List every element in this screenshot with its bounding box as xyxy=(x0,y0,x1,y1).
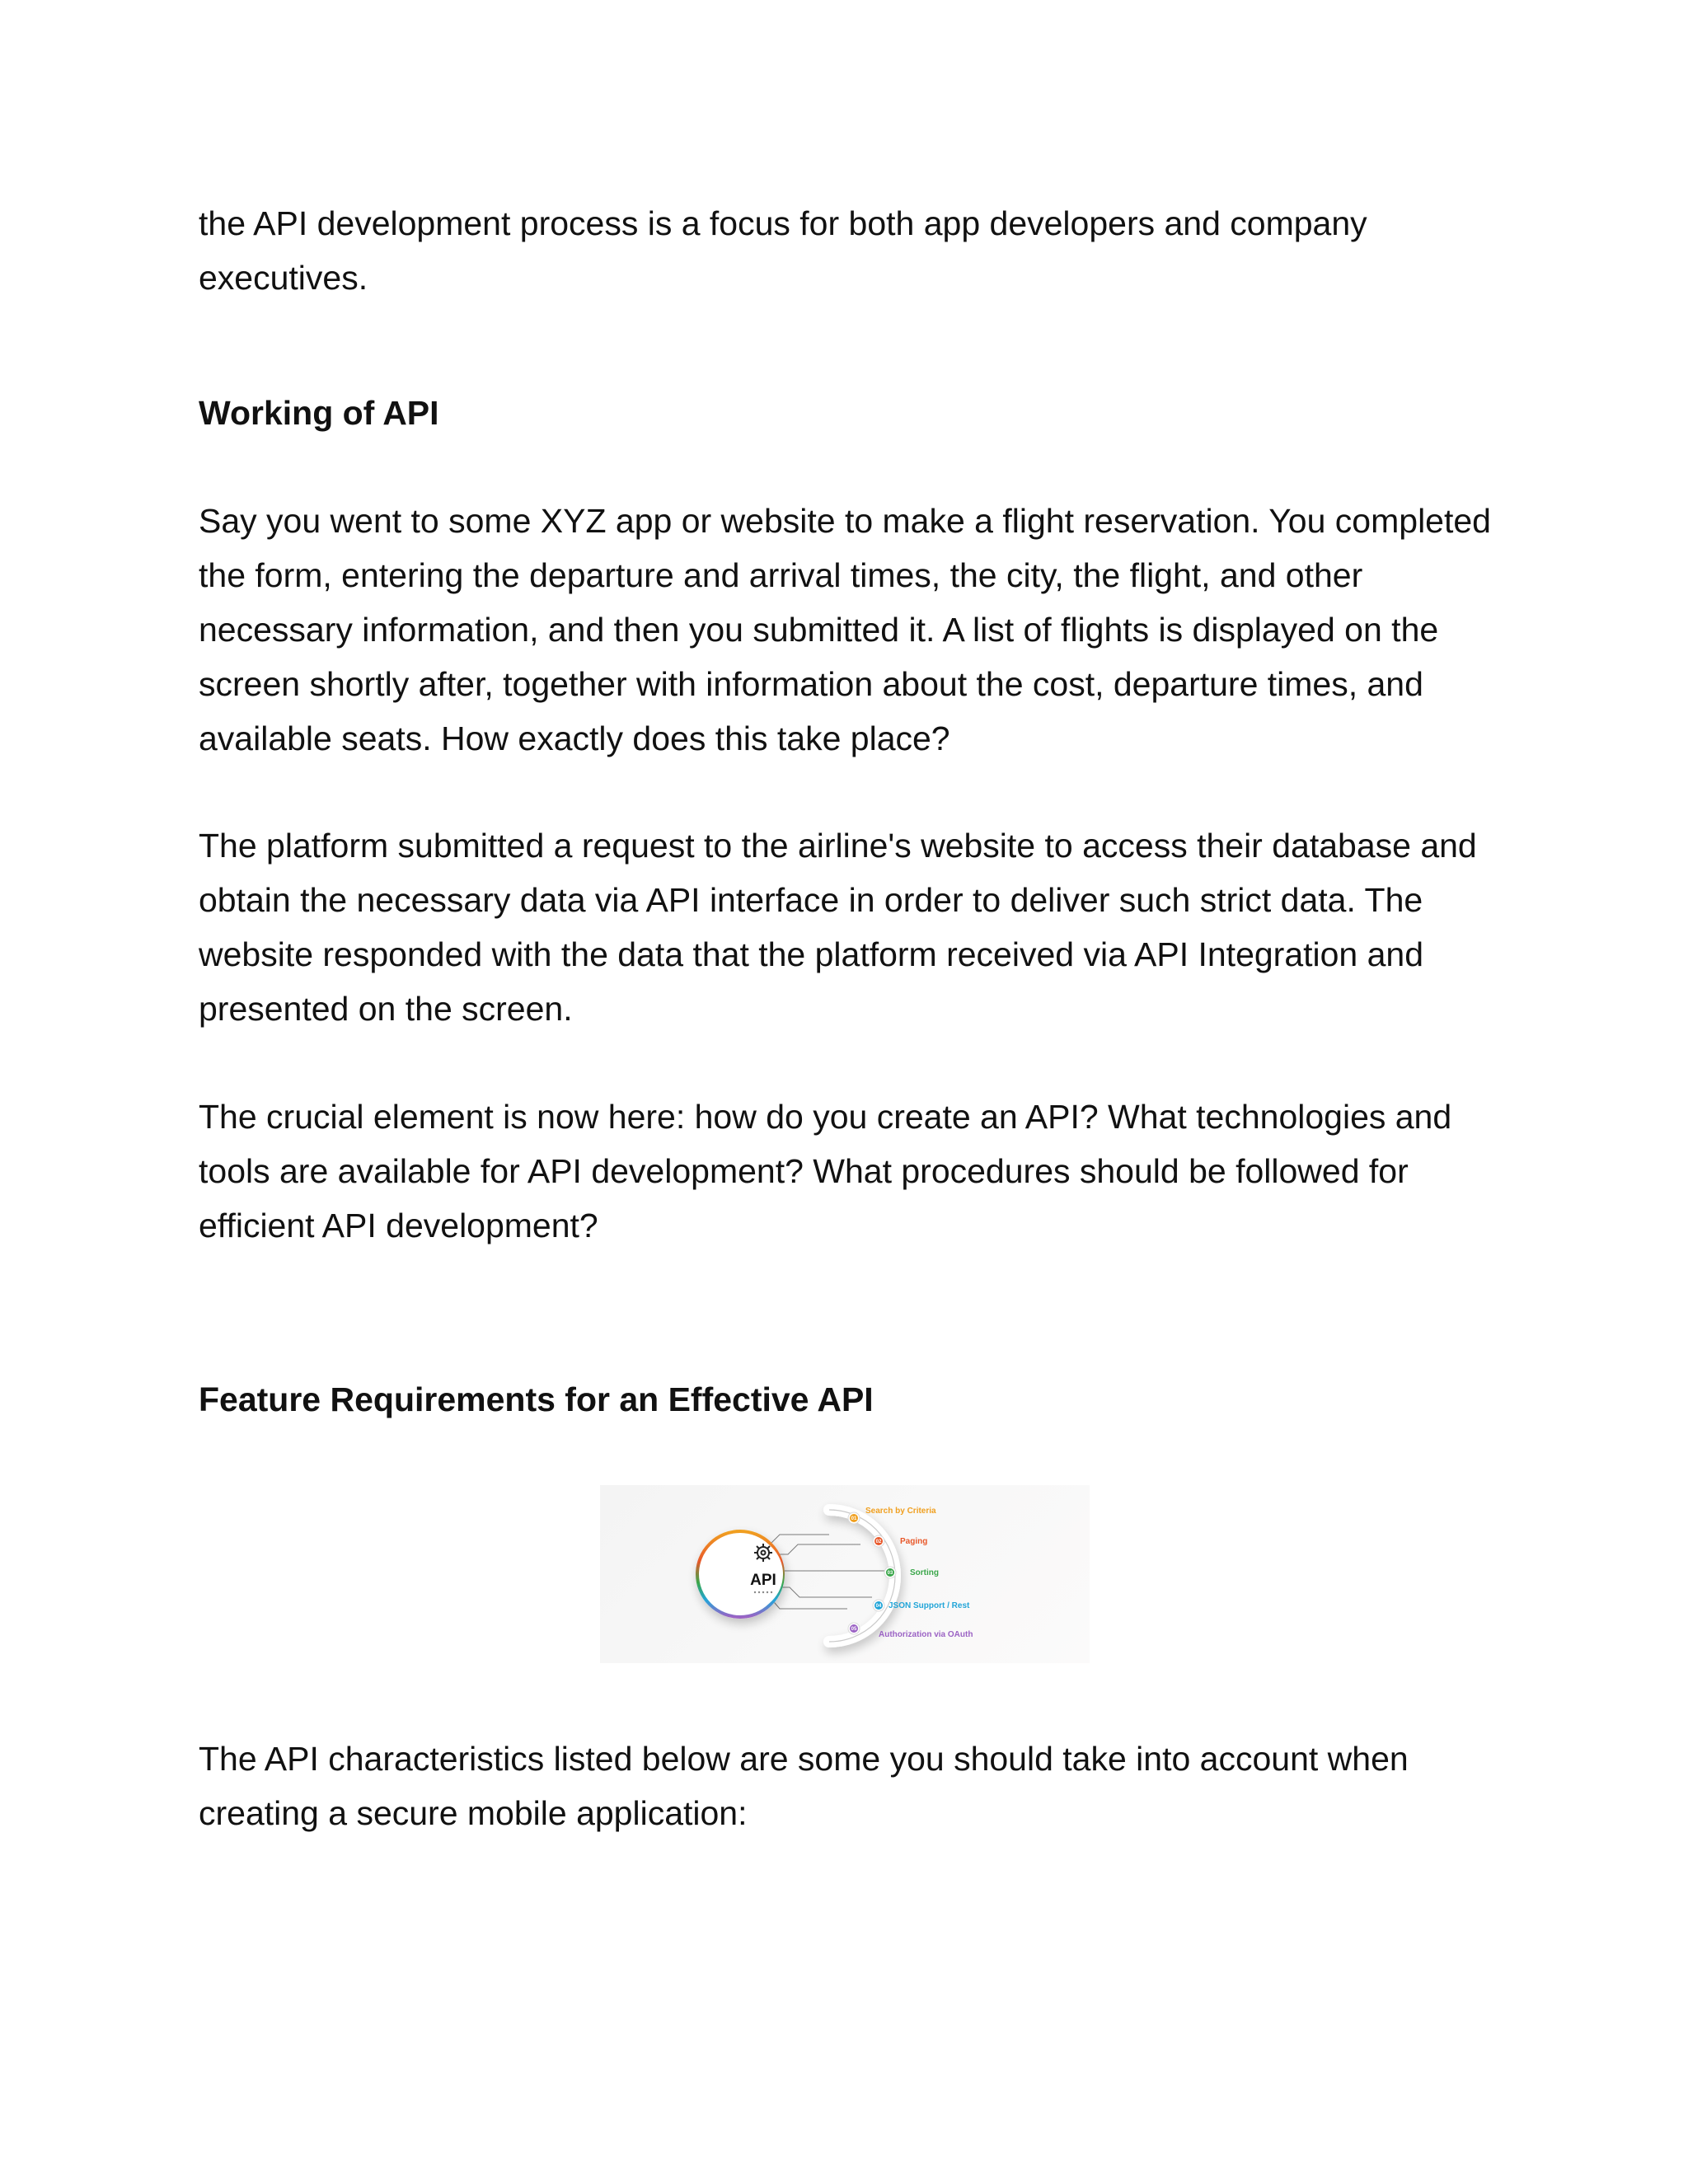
svg-text:03: 03 xyxy=(887,1571,893,1576)
crucial-element-paragraph: The crucial element is now here: how do you create an API? What technologies and tools are available for API development? What procedures should be followed for efficient API development? xyxy=(199,1098,1452,1244)
flight-example-paragraph: Say you went to some XYZ app or website to make a flight reservation. You completed the form, entering the departure and arrival times, the city, the flight, and other necessary information, and then you submitted it. A list of flights is displayed on the screen shortly after, together with information about the cost, departure times, and available seats. How exactly does this take place? xyxy=(199,502,1491,757)
svg-text:Paging: Paging xyxy=(900,1537,928,1546)
api-center-label: API xyxy=(750,1572,776,1589)
api-features-figure xyxy=(600,1485,1090,1663)
svg-text:Authorization via OAuth: Authorization via OAuth xyxy=(879,1630,973,1639)
intro-continuation-paragraph: the API development process is a focus for both app developers and company executives. xyxy=(199,204,1367,297)
svg-text:05: 05 xyxy=(851,1627,857,1632)
feature-node-3 xyxy=(884,1567,939,1578)
api-features-diagram xyxy=(600,1485,1090,1663)
svg-text:04: 04 xyxy=(875,1604,882,1609)
svg-text:01: 01 xyxy=(851,1516,857,1521)
svg-text:02: 02 xyxy=(875,1540,882,1544)
svg-text:Search by Criteria: Search by Criteria xyxy=(865,1507,936,1516)
feature-node-2 xyxy=(873,1535,927,1547)
platform-request-paragraph: The platform submitted a request to the airline's website to access their database and obtain the necessary data via API interface in order to deliver such strict data. The website responded with the data that the platform received via API Integration and presented on the screen. xyxy=(199,827,1477,1028)
characteristics-intro-paragraph: The API characteristics listed below are some you should take into account when creating a secure mobile application: xyxy=(199,1740,1409,1832)
svg-text:JSON Support / Rest: JSON Support / Rest xyxy=(889,1601,970,1610)
heading-working-of-api: Working of API xyxy=(199,394,439,432)
heading-feature-requirements: Feature Requirements for an Effective API xyxy=(199,1380,874,1418)
svg-text:Sorting: Sorting xyxy=(910,1568,939,1577)
